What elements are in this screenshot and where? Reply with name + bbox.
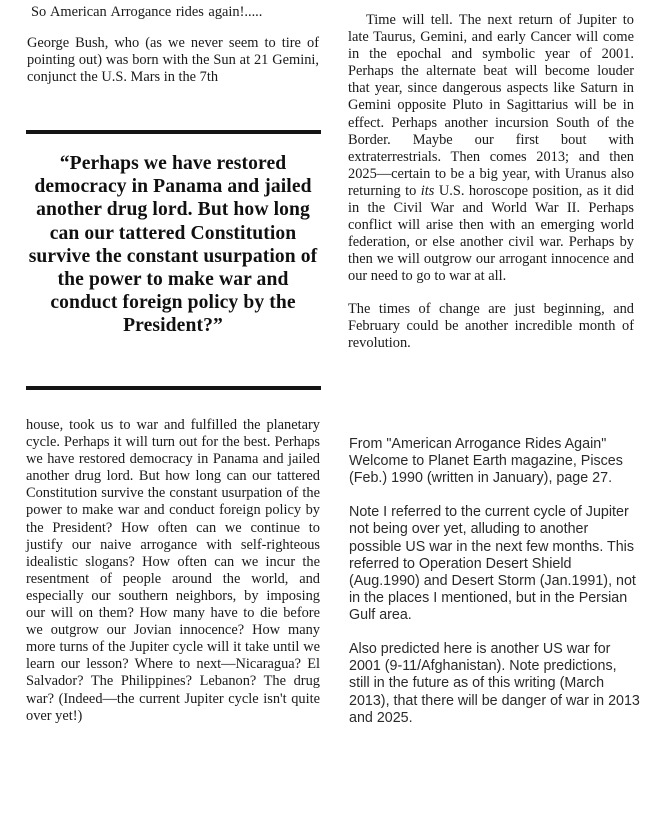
- note-desert-storm: Note I referred to the current cycle of Jupiter not being over yet, alluding to another possible US war in the next few months. This referred to Operation Desert Shield (Aug.1990) and Desert Storm (Jan.1991), not in the places I mentioned, but in the Persian Gulf area.: [349, 504, 636, 624]
- article-paragraph-closing: The times of change are just beginning, and February could be another incredible month of revolution.: [348, 300, 634, 351]
- pull-quote-bottom-rule: [26, 386, 321, 390]
- article-paragraph-continuation: house, took us to war and fulfilled the planetary cycle. Perhaps it will turn out for the best. Perhaps we have restored democracy in Panama and jailed another drug lord. But how long can our tattered Constitution survive the constant usurpation of the power to make war and conduct foreign policy by the President? How often can we continue to justify our naive arrogance with self-righteous idealistic slogans? How often can we incur the resentment of people around the world, and especially our southern neighbors, by imposing our will on them? How many have to die before we outgrow our Jovian innocence? How many more turns of the Jupiter cycle will it take until we learn our lesson? Where to next—Nicaragua? El Salvador? The Philippines? Lebanon? The drug war? (Indeed—the current Jupiter cycle isn't quite over yet!): [26, 417, 320, 724]
- author-notes: [349, 436, 641, 744]
- pull-quote-top-rule: [26, 130, 321, 134]
- article-column-right: [348, 12, 634, 352]
- prediction-text-start: Time will tell. The next return of Jupiter to late Taurus, Gemini, and early Cancer will come in the epochal and symbolic year of 2001. Perhaps the alternate beat will become louder that year, since dangerous aspects like Saturn in Gemini opposite Pluto in Sagittarius will be in effect. Perhaps another incursion South of the Border. Maybe our first bout with extraterrestrials. Then comes 2013; and then 2025—certain to be a big year, with Uranus also returning to: [348, 12, 634, 199]
- prediction-text-italic: its: [420, 182, 435, 199]
- source-citation: From "American Arrogance Rides Again" Welcome to Planet Earth magazine, Pisces (Feb.) 1990 (written in January), page 27.: [349, 436, 623, 487]
- article-paragraph-prediction: [348, 12, 634, 286]
- pull-quote: “Perhaps we have restored democracy in Panama and jailed another drug lord. But how long can our tattered Constitution survive the constant usurpation of the power to make war and conduct foreign policy by the President?”: [28, 153, 318, 337]
- article-column-left-bottom: [26, 417, 320, 725]
- article-column-left-top: [27, 4, 319, 86]
- article-paragraph-intro: George Bush, who (as we never seem to tire of pointing out) was born with the Sun at 21 Gemini, conjunct the U.S. Mars in the 7th: [27, 35, 319, 86]
- article-headline: So American Arrogance rides again!.....: [31, 4, 263, 20]
- note-predictions: Also predicted here is another US war for 2001 (9-11/Afghanistan). Note predictions, still in the future as of this writing (March 2013), that there will be danger of war in 2013 and 2025.: [349, 641, 640, 726]
- prediction-text-end: U.S. horoscope position, as it did in the Civil War and World War II. Perhaps conflict will arise then with an emerging world federation, or else another civil war. Perhaps by then we will outgrow our arrogant innocence and our need to go to war at all.: [348, 182, 635, 285]
